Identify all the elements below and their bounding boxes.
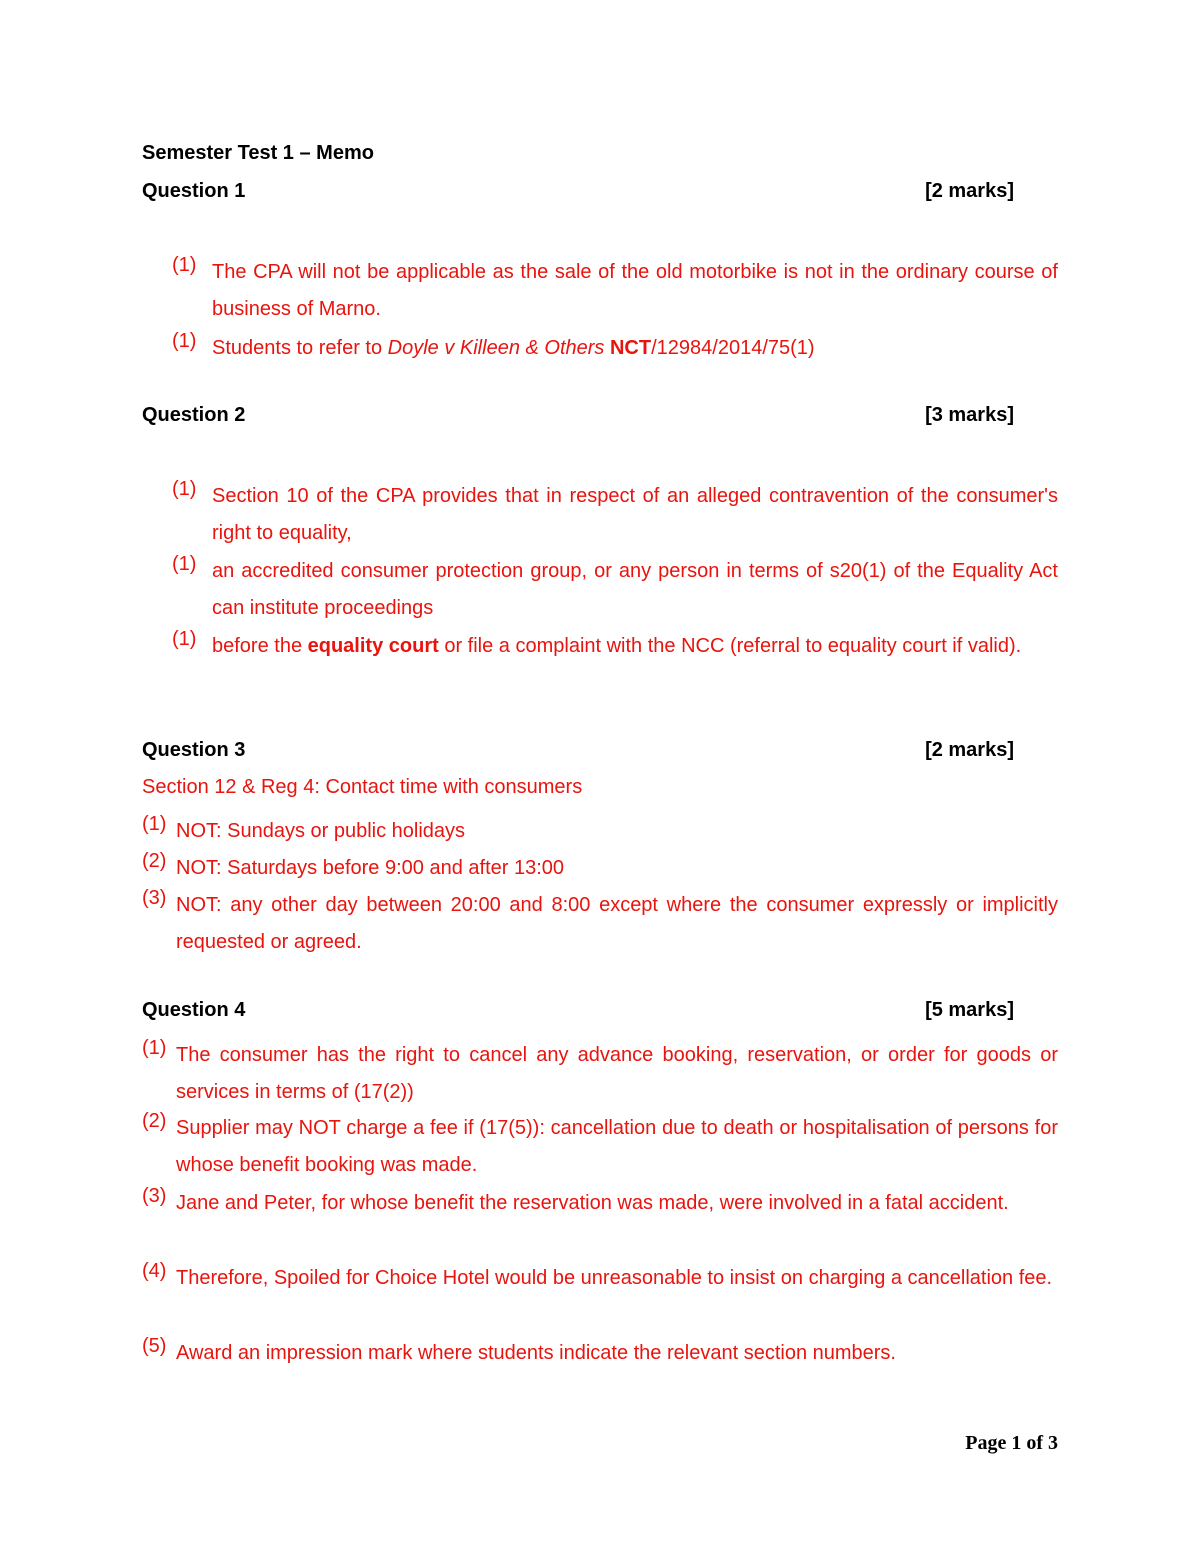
question-title: Question 2 [142, 404, 246, 426]
item-number: (1) [142, 1037, 167, 1059]
item-number: (3) [142, 887, 167, 909]
item-text: before the equality court or file a complaint with the NCC (referral to equality court if valid). [212, 635, 1022, 657]
page-number: Page 1 of 3 [965, 1432, 1058, 1454]
item-number: (1) [172, 628, 197, 650]
emphasis-text: equality court [307, 635, 439, 657]
question-1-heading [142, 180, 1014, 203]
item-number: (3) [142, 1185, 167, 1207]
item-text: The CPA will not be applicable as the sale of the old motorbike is not in the ordinary course of business of Marno. [212, 261, 1058, 320]
item-text: Students to refer to Doyle v Killeen & Others NCT/12984/2014/75(1) [212, 337, 815, 359]
item-text: Award an impression mark where students indicate the relevant section numbers. [176, 1342, 896, 1364]
item-number: (1) [172, 478, 197, 500]
question-3-heading [142, 739, 1014, 762]
item-number: (1) [172, 553, 197, 575]
case-reference: /12984/2014/75(1) [651, 337, 815, 359]
question-2-heading [142, 404, 1014, 427]
question-marks: [5 marks] [925, 999, 1014, 1021]
item-number: (1) [172, 254, 197, 276]
item-number: (2) [142, 1110, 167, 1132]
question-marks: [2 marks] [925, 739, 1014, 761]
item-number: (1) [172, 330, 197, 352]
item-text: NOT: any other day between 20:00 and 8:00 except where the consumer expressly or implicitly requested or agreed. [176, 894, 1058, 953]
item-text: Jane and Peter, for whose benefit the reservation was made, were involved in a fatal accident. [176, 1192, 1009, 1214]
item-text: NOT: Saturdays before 9:00 and after 13:00 [176, 857, 565, 879]
item-text: Therefore, Spoiled for Choice Hotel would be unreasonable to insist on charging a cancellation fee. [176, 1267, 1053, 1289]
item-text: an accredited consumer protection group, or any person in terms of s20(1) of the Equality Act can institute proceedings [212, 560, 1058, 619]
item-number: (4) [142, 1260, 167, 1282]
question-title: Question 4 [142, 999, 246, 1021]
question-marks: [3 marks] [925, 404, 1014, 426]
item-text: Section 10 of the CPA provides that in respect of an alleged contravention of the consumer's right to equality, [212, 485, 1058, 544]
question-4-heading [142, 999, 1014, 1022]
question-intro: Section 12 & Reg 4: Contact time with consumers [142, 776, 583, 798]
item-text: The consumer has the right to cancel any advance booking, reservation, or order for goods or services in terms of (17(2)) [176, 1044, 1058, 1103]
item-number: (5) [142, 1335, 167, 1357]
question-title: Question 1 [142, 180, 246, 202]
question-marks: [2 marks] [925, 180, 1014, 202]
question-title: Question 3 [142, 739, 246, 761]
case-name: Doyle v Killeen & Others [387, 337, 605, 359]
item-text: NOT: Sundays or public holidays [176, 820, 466, 842]
document-title: Semester Test 1 – Memo [142, 142, 374, 164]
item-text: Supplier may NOT charge a fee if (17(5)): cancellation due to death or hospitalisation of persons for whose benefit booking was made. [176, 1117, 1058, 1176]
item-number: (2) [142, 850, 167, 872]
item-number: (1) [142, 813, 167, 835]
case-prefix: NCT [609, 337, 652, 359]
